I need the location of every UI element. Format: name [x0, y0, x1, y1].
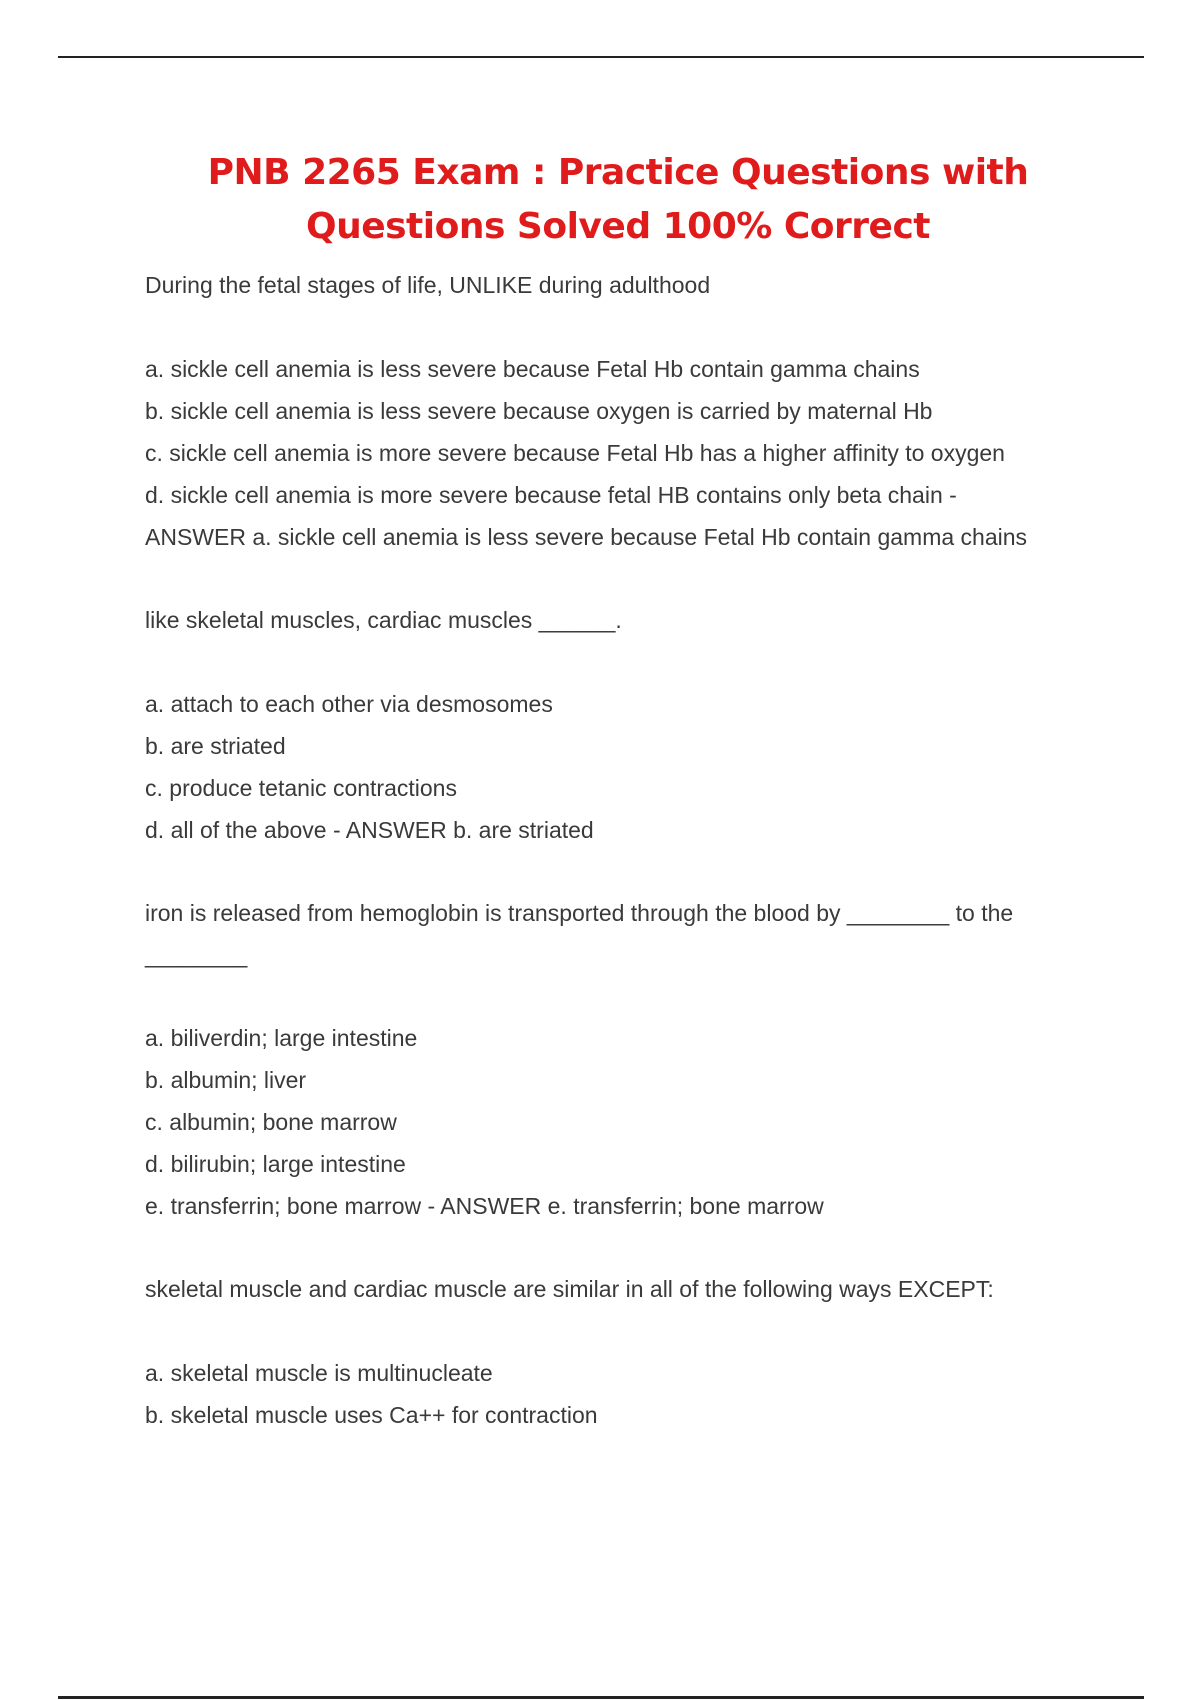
title-line-2: Questions Solved 100% Correct: [305, 206, 930, 247]
question-1-answer: ANSWER a. sickle cell anemia is less severe because Fetal Hb contain gamma chains: [145, 524, 1028, 550]
question-4-option-b: b. skeletal muscle uses Ca++ for contraction: [145, 1402, 598, 1428]
question-3-text-continued: ________: [145, 942, 248, 968]
question-3-option-e-answer: e. transferrin; bone marrow - ANSWER e. transferrin; bone marrow: [145, 1193, 824, 1219]
document-title: [0, 146, 1200, 254]
question-2-option-a: a. attach to each other via desmosomes: [145, 691, 553, 717]
question-3-option-b: b. albumin; liver: [145, 1067, 307, 1093]
question-2-option-d-answer: d. all of the above - ANSWER b. are striated: [145, 817, 594, 843]
question-2-text: like skeletal muscles, cardiac muscles ______.: [145, 607, 622, 633]
header-rule: [58, 56, 1144, 58]
question-4-text: skeletal muscle and cardiac muscle are similar in all of the following ways EXCEPT:: [145, 1276, 994, 1302]
question-2-option-c: c. produce tetanic contractions: [145, 775, 457, 801]
question-3-option-d: d. bilirubin; large intestine: [145, 1151, 406, 1177]
question-1-option-c: c. sickle cell anemia is more severe because Fetal Hb has a higher affinity to oxygen: [145, 440, 1005, 466]
question-3-text: iron is released from hemoglobin is transported through the blood by ________ to the: [145, 900, 1014, 926]
question-3-option-c: c. albumin; bone marrow: [145, 1109, 397, 1135]
question-1-option-a: a. sickle cell anemia is less severe because Fetal Hb contain gamma chains: [145, 356, 920, 382]
document-body: [145, 264, 1105, 1436]
title-line-1: PNB 2265 Exam : Practice Questions with: [207, 152, 1029, 193]
question-1-option-d: d. sickle cell anemia is more severe because fetal HB contains only beta chain -: [145, 482, 957, 508]
footer-rule: [58, 1696, 1144, 1699]
question-1-option-b: b. sickle cell anemia is less severe because oxygen is carried by maternal Hb: [145, 398, 933, 424]
question-4-option-a: a. skeletal muscle is multinucleate: [145, 1360, 493, 1386]
question-2-option-b: b. are striated: [145, 733, 286, 759]
question-1-text: During the fetal stages of life, UNLIKE during adulthood: [145, 272, 711, 298]
question-3-option-a: a. biliverdin; large intestine: [145, 1025, 418, 1051]
